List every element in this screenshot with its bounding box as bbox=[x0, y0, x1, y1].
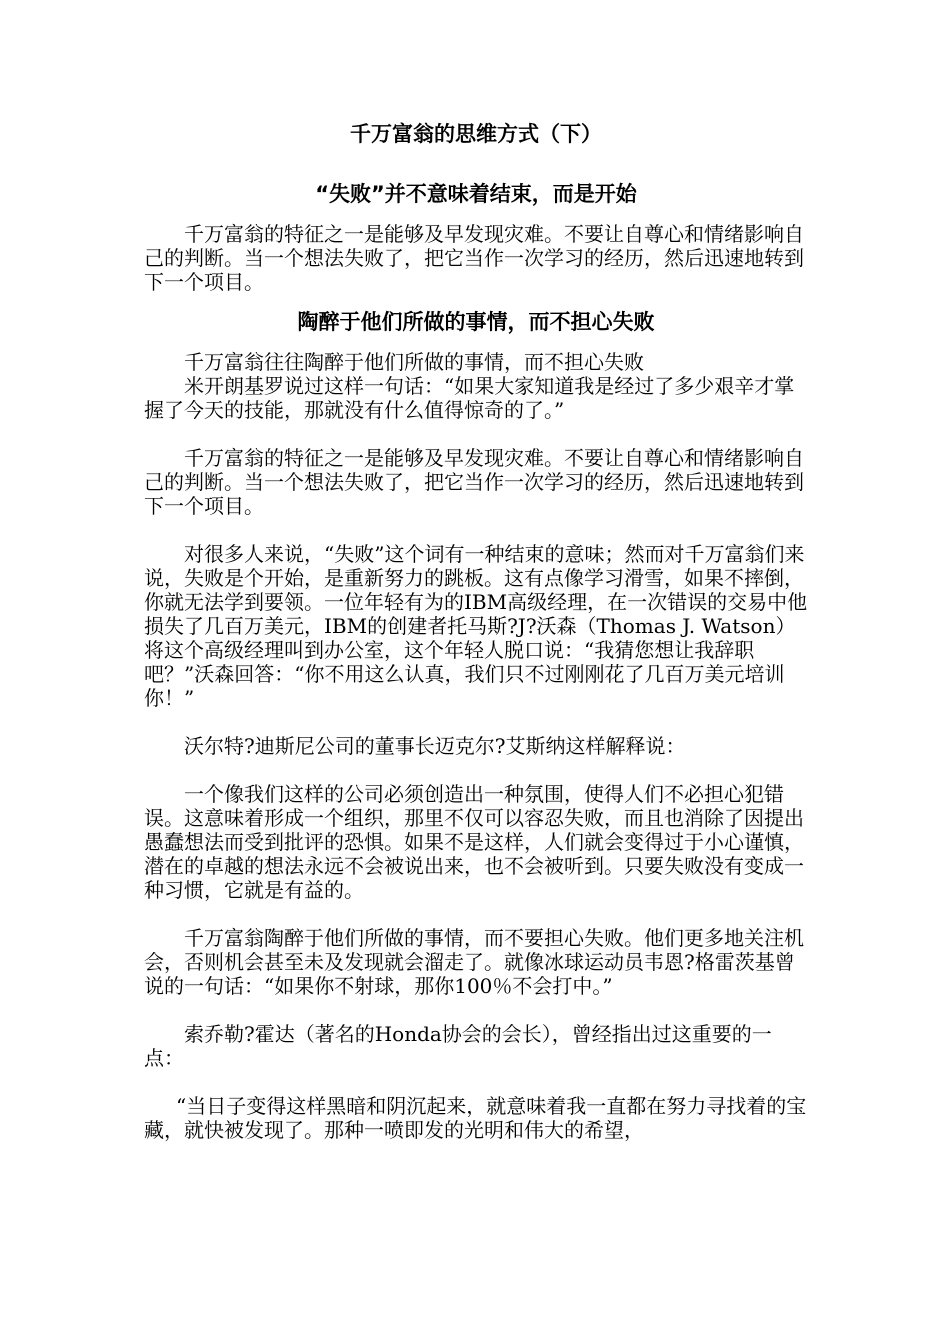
spacer bbox=[144, 422, 808, 446]
document-title: 千万富翁的思维方式（下） bbox=[350, 122, 602, 146]
paragraph: 沃尔特?迪斯尼公司的董事长迈克尔?艾斯纳这样解释说： bbox=[184, 734, 686, 758]
section-heading-passion: 陶醉于他们所做的事情，而不担心失败 bbox=[297, 310, 655, 334]
paragraph: 对很多人来说，“失败”这个词有一种结束的意味；然而对千万富翁们来说，失败是个开始，是重新努力的跳板。这有点像学习滑雪，如果不摔倒，你就无法学到要领。一位年轻有为的IBM高级经理，在一次错误的交易中他损失了几百万美元，IBM的创建者托马斯?J?沃森（Thomas J. Watson）将这个高级经理叫到办公室，这个年轻人脱口说：“我猜您想让我辞职吧？”沃森回答：“你不用这么认真，我们只不过刚刚花了几百万美元培训你！” bbox=[144, 542, 808, 710]
spacer bbox=[144, 758, 808, 782]
spacer bbox=[144, 1070, 808, 1094]
spacer bbox=[144, 158, 808, 178]
spacer bbox=[144, 210, 808, 222]
spacer bbox=[144, 518, 808, 542]
paragraph: 索乔勒?霍达（著名的Honda协会的会长），曾经指出过这重要的一点： bbox=[144, 1022, 772, 1070]
spacer bbox=[144, 902, 808, 926]
spacer bbox=[144, 710, 808, 734]
section-heading-failure: “失败”并不意味着结束，而是开始 bbox=[315, 182, 637, 206]
paragraph: 一个像我们这样的公司必须创造出一种氛围，使得人们不必担心犯错误。这意味着形成一个组织，那里不仅可以容忍失败，而且也消除了因提出愚蠢想法而受到批评的恐惧。如果不是这样，人们就会变得过于小心谨慎，潜在的卓越的想法永远不会被说出来，也不会被听到。只要失败没有变成一种习惯，它就是有益的。 bbox=[144, 782, 804, 902]
spacer bbox=[144, 294, 808, 306]
paragraph: 千万富翁陶醉于他们所做的事情，而不要担心失败。他们更多地关注机会，否则机会甚至未及发现就会溜走了。就像冰球运动员韦恩?格雷茨基曾说的一句话：“如果你不射球，那你100％不会打中。” bbox=[144, 926, 804, 998]
paragraph: 千万富翁往往陶醉于他们所做的事情，而不担心失败 bbox=[184, 350, 644, 374]
spacer bbox=[144, 998, 808, 1022]
paragraph: 千万富翁的特征之一是能够及早发现灾难。不要让自尊心和情绪影响自己的判断。当一个想法失败了，把它当作一次学习的经历，然后迅速地转到下一个项目。 bbox=[144, 446, 804, 518]
paragraph: 千万富翁的特征之一是能够及早发现灾难。不要让自尊心和情绪影响自己的判断。当一个想法失败了，把它当作一次学习的经历，然后迅速地转到下一个项目。 bbox=[144, 222, 804, 294]
spacer bbox=[144, 338, 808, 350]
document-page bbox=[144, 118, 808, 1142]
paragraph: 米开朗基罗说过这样一句话：“如果大家知道我是经过了多少艰辛才掌握了今天的技能，那就没有什么值得惊奇的了。” bbox=[144, 374, 795, 422]
paragraph-quote: “当日子变得这样黑暗和阴沉起来，就意味着我一直都在努力寻找着的宝藏，就快被发现了。那种一喷即发的光明和伟大的希望， bbox=[144, 1094, 807, 1142]
